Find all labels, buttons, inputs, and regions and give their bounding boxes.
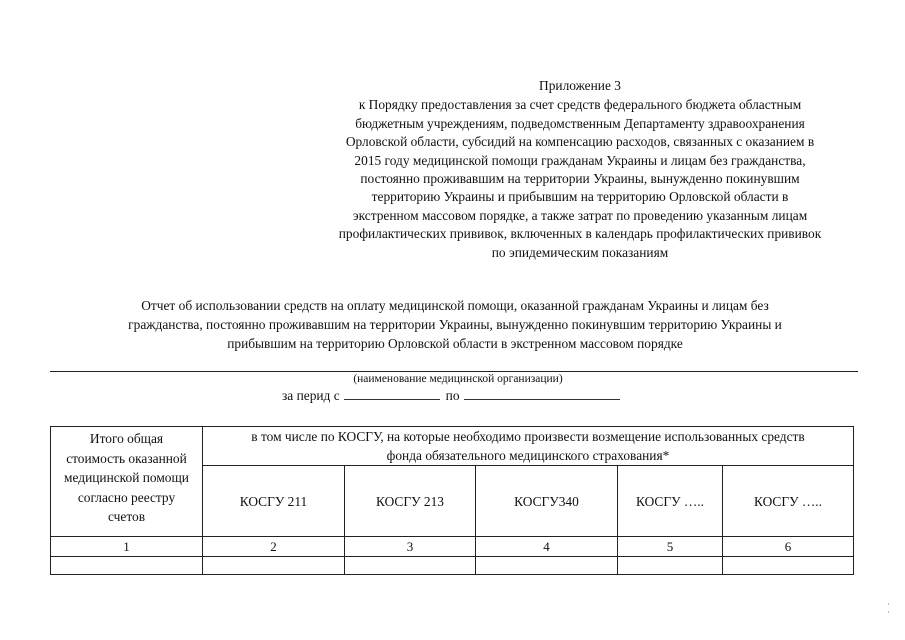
appendix-line: территорию Украины и прибывшим на территорию Орловской области в	[371, 189, 789, 205]
appendix-line: бюджетным учреждениям, подведомственным Департаменту здравоохранения	[355, 115, 805, 131]
column-number: 5	[618, 537, 723, 557]
header-total-line: Итого общая	[89, 431, 164, 446]
header-kosgu-211: КОСГУ 211	[203, 466, 345, 537]
appendix-header	[298, 77, 862, 262]
header-kosgu-other-1: КОСГУ …..	[618, 466, 723, 537]
period-line	[282, 387, 620, 405]
header-group-line: фонда обязательного медицинского страхования*	[386, 447, 670, 463]
table-cell	[723, 557, 854, 575]
report-title-line: Отчет об использовании средств на оплату медицинской помощи, оказанной гражданам Украины и лицам без	[141, 298, 769, 313]
table-cell	[345, 557, 476, 575]
header-total-cost	[51, 427, 203, 537]
appendix-line: экстренном массовом порядке, а также затрат по проведению указанным лицам	[352, 207, 808, 223]
table-cell	[618, 557, 723, 575]
period-to-blank	[464, 387, 620, 400]
report-title-line: гражданства, постоянно проживавшим на территории Украины, вынужденно покинувшим территорию Украины и	[128, 317, 782, 332]
period-from-blank	[344, 387, 440, 400]
appendix-line: к Порядку предоставления за счет средств федерального бюджета областным	[358, 97, 802, 113]
column-number: 2	[203, 537, 345, 557]
column-number: 4	[476, 537, 618, 557]
header-kosgu-340: КОСГУ340	[476, 466, 618, 537]
table-cell	[203, 557, 345, 575]
header-kosgu-other-2: КОСГУ …..	[723, 466, 854, 537]
header-total-line: стоимость оказанной	[66, 450, 187, 466]
appendix-line: по эпидемическим показаниям	[491, 244, 669, 260]
column-number: 6	[723, 537, 854, 557]
report-table	[50, 426, 854, 575]
appendix-line: постоянно проживавшим на территории Украины, вынужденно покинувшим	[360, 171, 800, 187]
header-total-line: согласно реестру	[77, 489, 176, 505]
report-title-line: прибывшим на территорию Орловской области в экстренном массовом порядке	[227, 336, 683, 351]
table-cell	[476, 557, 618, 575]
table-row	[51, 557, 854, 575]
report-title	[60, 296, 850, 353]
header-group-line: в том числе по КОСГУ, на которые необходимо произвести возмещение использованных средств	[251, 429, 805, 444]
report-table-wrapper	[50, 426, 854, 575]
header-kosgu-group	[203, 427, 854, 466]
appendix-line: 2015 году медицинской помощи гражданам Украины и лицам без гражданства,	[354, 152, 806, 168]
column-number-row	[51, 537, 854, 557]
scan-artifact-dots: · ·	[887, 599, 890, 617]
organization-caption: (наименование медицинской организации)	[353, 373, 563, 385]
period-from-label: за перид с	[282, 388, 340, 403]
table-cell	[51, 557, 203, 575]
header-kosgu-213: КОСГУ 213	[345, 466, 476, 537]
appendix-line: Орловской области, субсидий на компенсацию расходов, связанных с оказанием в	[345, 134, 815, 150]
appendix-line: профилактических прививок, включенных в календарь профилактических прививок	[338, 226, 822, 242]
column-number: 3	[345, 537, 476, 557]
period-to-label: по	[445, 388, 460, 403]
appendix-title: Приложение 3	[539, 78, 621, 93]
header-total-line: счетов	[107, 509, 146, 525]
header-total-line: медицинской помощи	[64, 470, 189, 486]
column-number: 1	[51, 537, 203, 557]
